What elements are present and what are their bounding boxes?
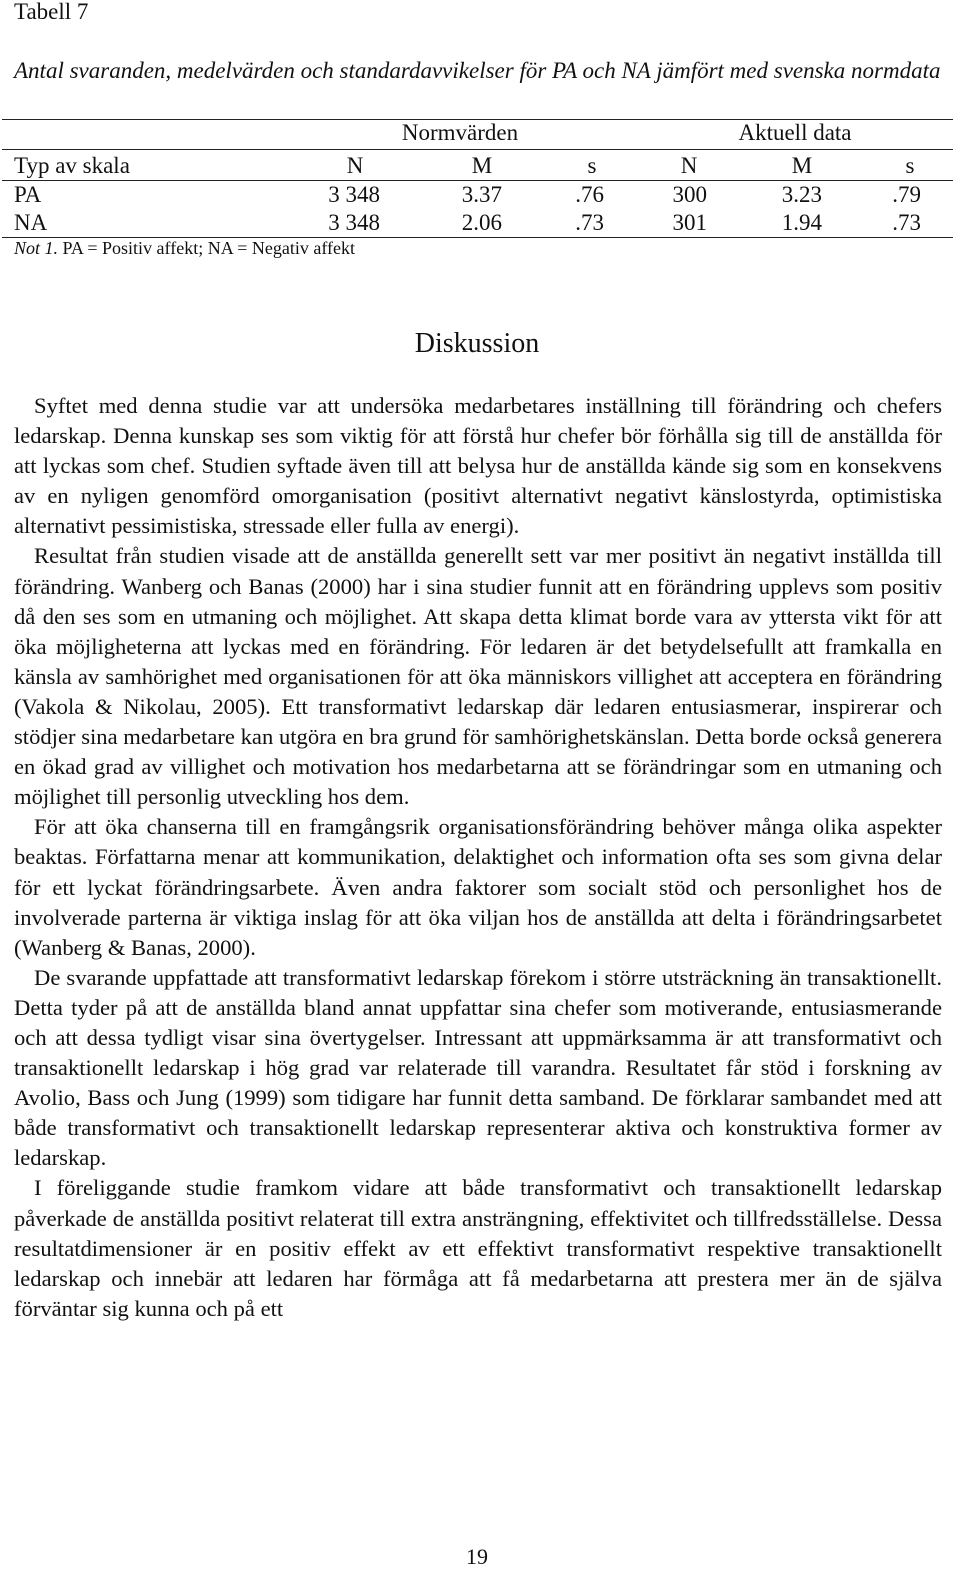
body-text [14, 391, 942, 1324]
table-cell: .73 [575, 210, 604, 235]
column-header-m-norm: M [471, 153, 493, 178]
column-header-s-norm: s [587, 153, 597, 178]
row-label: PA [14, 182, 42, 207]
table-caption: Antal svaranden, medelvärden och standardavvikelser för PA och NA jämfört med svenska normdata [14, 58, 941, 83]
table-cell: .73 [892, 210, 921, 235]
group-header-aktuell-data: Aktuell data [738, 120, 852, 145]
group-header-normvarden: Normvärden [401, 120, 519, 145]
table-note [14, 236, 355, 260]
column-header-m-current: M [791, 153, 813, 178]
table-cell: 3 348 [328, 210, 380, 235]
table-cell: 3 348 [328, 182, 380, 207]
paragraph: Syftet med denna studie var att undersöka medarbetares inställning till förändring och chefers ledarskap. Denna kunskap ses som viktig för att förstå hur chefer bör förhålla sig till de anställda för att lyckas som chef. Studien syftade även till att belysa hur de anställda kände sig som en konsekvens av en nyligen genomförd omorganisation (positivt alternativt negativt känslostyrda, optimistiska alternativt pessimistiska, stressade eller fulla av energi). [14, 393, 942, 539]
paragraph: De svarande uppfattade att transformativt ledarskap förekom i större utsträckning än transaktionellt. Detta tyder på att de anställda bland annat uppfattar sina chefer som motiverande, entusiasmerande och att dessa tydligt visar sina övertygelser. Intressant att uppmärksamma är att transformativt och transaktionellt ledarskap i hög grad var relaterade till varandra. Resultatet får stöd i forskning av Avolio, Bass och Jung (1999) som tidigare har funnit detta samband. De förklarar sambandet med att både transformativt och transaktionellt ledarskap representerar aktiva och konstruktiva former av ledarskap. [14, 964, 942, 1171]
column-header-s-current: s [905, 153, 915, 178]
paragraph: Resultat från studien visade att de anställda generellt sett var mer positivt än negativt inställda till förändring. Wanberg och Banas (2000) har i sina studier funnit att en förändring upplevs som positiv då den ses som en utmaning och möjlighet. Att skapa detta klimat borde vara av yttersta vikt för att öka möjligheterna att lyckas med en förändring. För ledaren är det betydelsefullt att framkalla en känsla av samhörighet med organisationen för att öka människors villighet att acceptera en förändring (Vakola & Nikolau, 2005). Ett transformativt ledarskap där ledaren entusiasmerar, inspirerar och stödjer sina medarbetare kan utgöra en bra grund för samhörighetskänslan. Detta borde också generera en ökad grad av villighet och motivation hos medarbetarna att se förändringar som en utmaning och möjlighet till personlig utveckling hos dem. [14, 543, 942, 810]
column-header-scale-type: Typ av skala [14, 153, 130, 178]
table-cell: .76 [575, 182, 604, 207]
column-header-n-current: N [680, 153, 698, 178]
page-number: 19 [466, 1544, 488, 1569]
table-cell: 300 [672, 182, 707, 207]
table-label: Tabell 7 [14, 0, 89, 24]
row-label: NA [14, 210, 48, 235]
table-cell: 3.37 [461, 182, 502, 207]
table-cell: 1.94 [781, 210, 822, 235]
paragraph: I föreliggande studie framkom vidare att både transformativt och transaktionellt ledarskap påverkade de anställda positivt relaterat till extra ansträngning, effektivitet och tillfredsställelse. Dessa resultatdimensioner är en positiv effekt av ett effektivt transformativt respektive transaktionellt ledarskap och innebär att ledaren har förmåga att få medarbetarna att prestera mer än de själva förväntar sig kunna och på ett [14, 1175, 942, 1321]
table-cell: 301 [672, 210, 707, 235]
table-cell: 2.06 [461, 210, 502, 235]
column-header-n-norm: N [346, 153, 364, 178]
table-cell: .79 [892, 182, 921, 207]
paragraph: För att öka chanserna till en framgångsrik organisationsförändring behöver många olika aspekter beaktas. Författarna menar att kommunikation, delaktighet och information ofta ses som givna delar för ett lyckat förändringsarbete. Även andra faktorer som socialt stöd och personlighet hos de involverade parterna är viktiga inslag för att öka viljan hos de anställda att delta i förändringsarbetet (Wanberg & Banas, 2000). [14, 814, 942, 960]
table-note-text: PA = Positiv affekt; NA = Negativ affekt [58, 238, 355, 258]
table-cell: 3.23 [781, 182, 822, 207]
table-header-rule [2, 149, 953, 150]
table-note-prefix: Not 1. [14, 238, 59, 258]
section-heading: Diskussion [414, 328, 540, 359]
